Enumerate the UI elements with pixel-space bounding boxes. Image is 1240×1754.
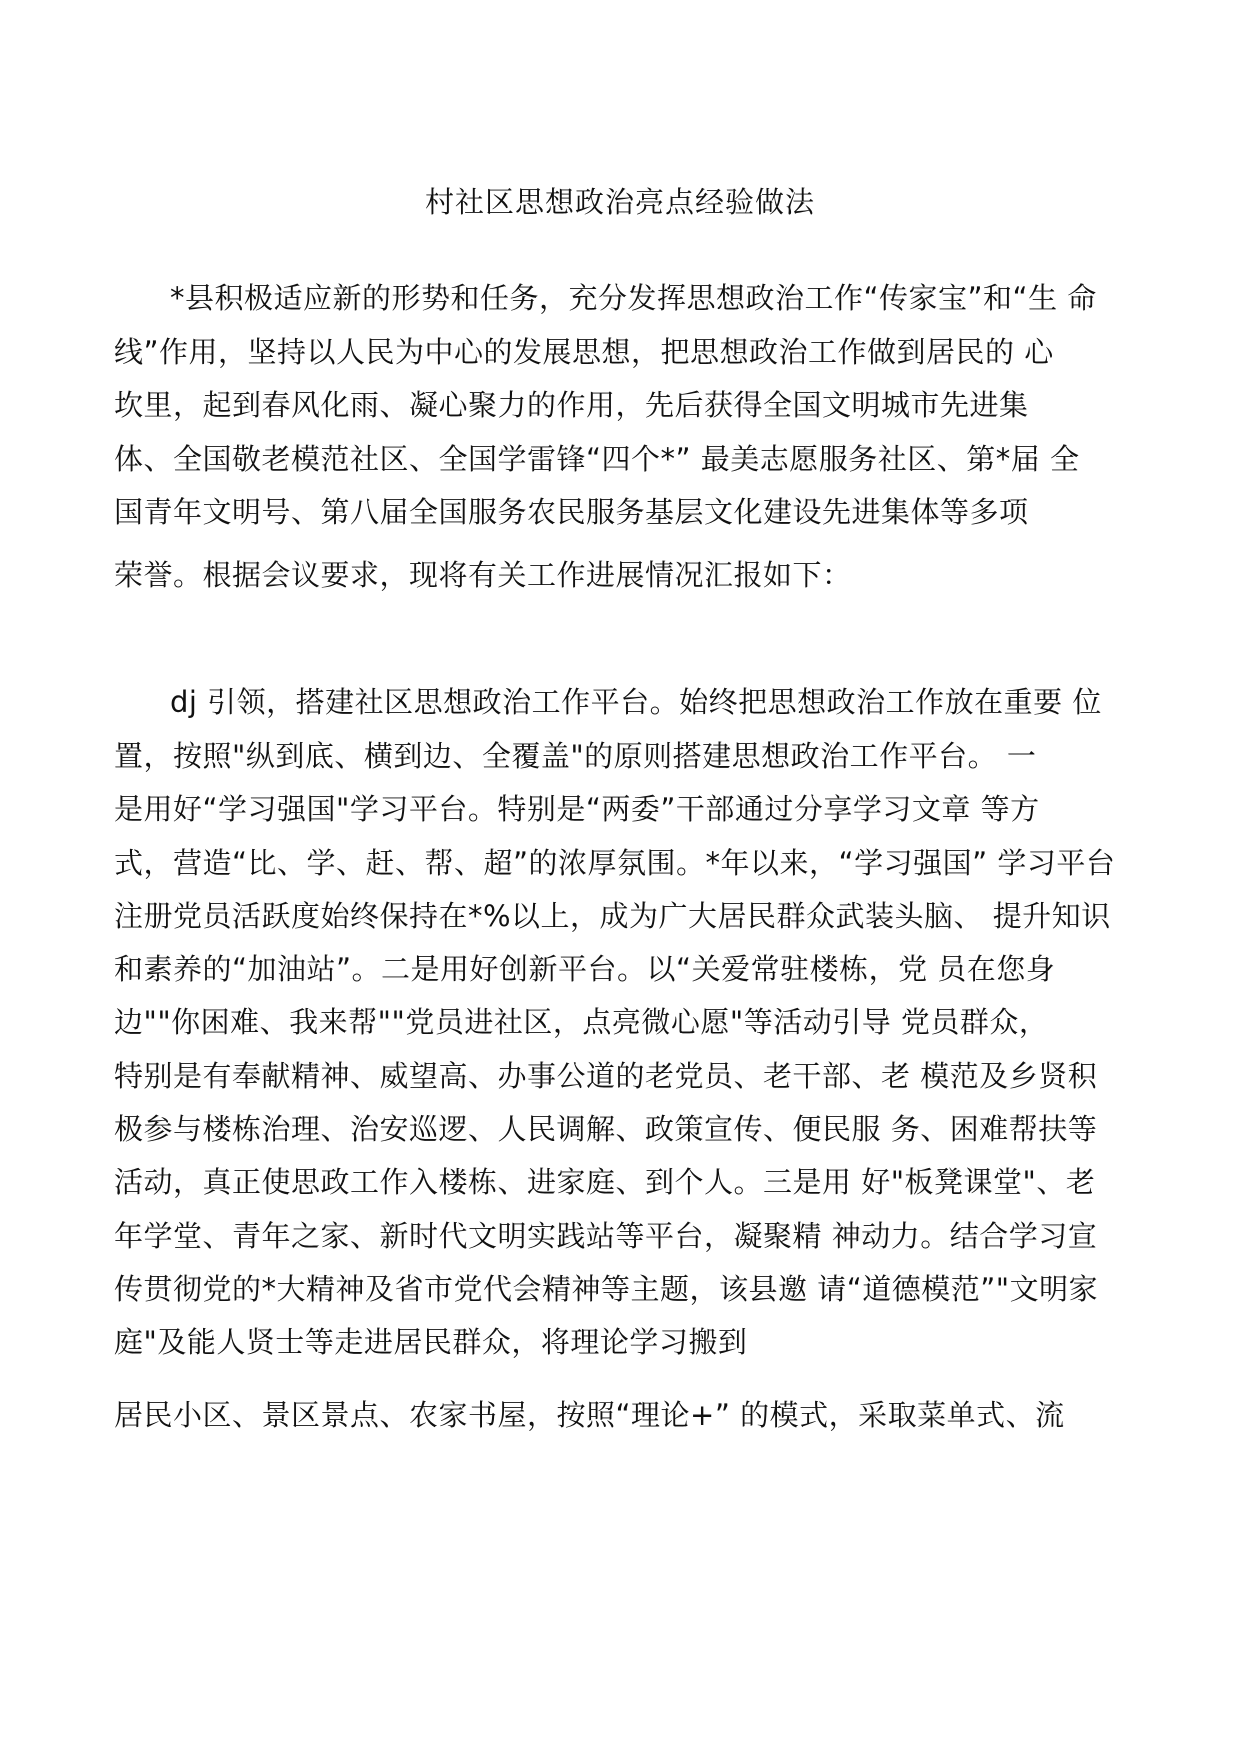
paragraph-2-line-1: dj 引领，搭建社区思想政治工作平台。始终把思想政治工作放在重要 位 xyxy=(170,685,1102,719)
paragraph-1-line-6: 荣誉。根据会议要求，现将有关工作进展情况汇报如下： xyxy=(114,558,852,592)
paragraph-2-line-3: 是用好“学习强国"学习平台。特别是“两委”干部通过分享学习文章 等方 xyxy=(114,792,1040,826)
paragraph-2-line-7: 边""你困难、我来帮""党员进社区，点亮微心愿"等活动引导 党员群众， xyxy=(114,1005,1049,1039)
paragraph-2-line-8: 特别是有奉献精神、威望高、办事公道的老党员、老干部、老 模范及乡贤积 xyxy=(114,1059,1098,1093)
paragraph-2-line-13: 庭"及能人贤士等走进居民群众，将理论学习搬到 xyxy=(114,1325,748,1359)
paragraph-1-line-1: *县积极适应新的形势和任务，充分发挥思想政治工作“传家宝”和“生 命 xyxy=(170,281,1097,315)
paragraph-2-line-11: 年学堂、青年之家、新时代文明实践站等平台，凝聚精 神动力。结合学习宣 xyxy=(114,1219,1098,1253)
paragraph-1-line-3: 坎里，起到春风化雨、凝心聚力的作用，先后获得全国文明城市先进集 xyxy=(114,388,1029,422)
paragraph-2-line-2: 置，按照"纵到底、横到边、全覆盖"的原则搭建思想政治工作平台。 一 xyxy=(114,739,1037,773)
paragraph-1-line-2: 线”作用，坚持以人民为中心的发展思想，把思想政治工作做到居民的 心 xyxy=(114,335,1054,369)
paragraph-1-line-5: 国青年文明号、第八届全国服务农民服务基层文化建设先进集体等多项 xyxy=(114,495,1029,529)
paragraph-2-line-6: 和素养的“加油站”。二是用好创新平台。以“关爱常驻楼栋，党 员在您身 xyxy=(114,952,1056,986)
paragraph-2-line-9: 极参与楼栋治理、治安巡逻、人民调解、政策宣传、便民服 务、困难帮扶等 xyxy=(114,1112,1098,1146)
paragraph-2-line-12: 传贯彻党的*大精神及省市党代会精神等主题，该县邀 请“道德模范”"文明家 xyxy=(114,1272,1099,1306)
paragraph-2-line-5: 注册党员活跃度始终保持在*%以上，成为广大居民群众武装头脑、 提升知识 xyxy=(114,899,1111,933)
paragraph-2-line-14: 居民小区、景区景点、农家书屋，按照“理论+” 的模式，采取菜单式、流 xyxy=(114,1398,1065,1432)
paragraph-2-line-4: 式，营造“比、学、赶、帮、超”的浓厚氛围。*年以来，“学习强国” 学习平台 xyxy=(114,846,1116,880)
paragraph-2-line-10: 活动，真正使思政工作入楼栋、进家庭、到个人。三是用 好"板凳课堂"、老 xyxy=(114,1165,1096,1199)
paragraph-1-line-4: 体、全国敬老模范社区、全国学雷锋“四个*” 最美志愿服务社区、第*届 全 xyxy=(114,442,1080,476)
document-title: 村社区思想政治亮点经验做法 xyxy=(424,185,815,219)
